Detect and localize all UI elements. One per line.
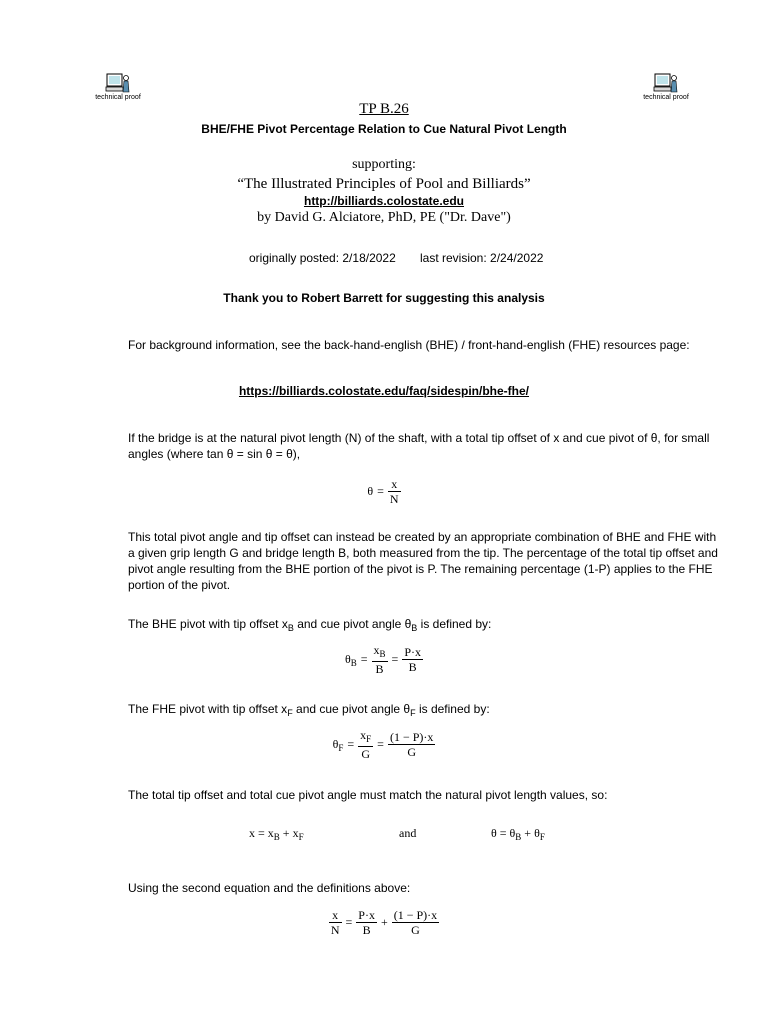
eq-symbol: x — [292, 826, 299, 840]
eq-symbol: + — [380, 915, 388, 929]
subscript: B — [273, 832, 280, 842]
and-label: and — [399, 826, 417, 840]
denominator: N — [389, 492, 399, 506]
natural-pivot-paragraph: If the bridge is at the natural pivot length (N) of the shaft, with a total tip offset of x and cue pivot of θ, for small angles (where tan θ = sin θ = θ), — [128, 431, 710, 461]
website-link[interactable]: http://billiards.colostate.edu — [303, 194, 464, 208]
text-span: and cue pivot angle θ — [293, 617, 412, 631]
match-paragraph: The total tip offset and total cue pivot angle must match the natural pivot length values, so: — [128, 788, 608, 802]
numerator: x — [329, 908, 342, 923]
text-span: The BHE pivot with tip offset x — [128, 617, 288, 631]
denominator: B — [408, 660, 417, 674]
subscript: B — [379, 649, 386, 659]
subscript: F — [287, 708, 293, 718]
eq-symbol: θ — [509, 826, 516, 840]
logo-label: technical proof — [95, 94, 141, 101]
denominator: N — [330, 923, 340, 937]
combination-paragraph: This total pivot angle and tip offset can instead be created by an appropriate combination of BHE and FHE with a given grip length G and bridge length B, both measured from the tip. The percentage of the total tip offset and pivot angle resulting from the BHE portion of the pivot is P. The remaining percentage (1-P) applies to the FHE portion of the pivot. — [128, 530, 718, 592]
subscript: B — [411, 623, 418, 633]
second-equation-paragraph: Using the second equation and the definitions above: — [128, 881, 411, 895]
fraction — [402, 645, 423, 674]
subscript: B — [515, 832, 522, 842]
background-paragraph: For background information, see the back-hand-english (BHE) / front-hand-english (FHE) resources page: — [128, 338, 690, 352]
fraction — [388, 477, 401, 506]
supporting-label: supporting: — [352, 157, 416, 172]
bhe-definition — [128, 616, 720, 636]
eq-symbol: = — [499, 826, 507, 840]
fraction — [356, 908, 377, 937]
eq-symbol: = — [347, 737, 355, 751]
text-span: is defined by: — [415, 702, 490, 716]
eq-symbol: θ — [491, 826, 497, 840]
subscript: B — [350, 657, 357, 668]
numerator — [372, 643, 388, 662]
fraction — [329, 908, 342, 937]
book-title: “The Illustrated Principles of Pool and Billiards” — [237, 176, 531, 192]
equation-theta — [0, 477, 768, 506]
logo-right — [636, 72, 696, 102]
doc-id: TP B.26 — [359, 101, 409, 117]
page-title: BHE/FHE Pivot Percentage Relation to Cue Natural Pivot Length — [201, 122, 567, 136]
eq-symbol: + — [282, 826, 290, 840]
eq-symbol: x — [360, 728, 367, 742]
eq-symbol: x — [267, 826, 274, 840]
fraction — [358, 728, 373, 761]
text-span: is defined by: — [417, 617, 492, 631]
equation-angle-sum — [491, 826, 545, 842]
revision-date: last revision: 2/24/2022 — [420, 251, 544, 265]
numerator: (1 − P)·x — [393, 908, 438, 922]
denominator: G — [407, 745, 416, 759]
text-span: The FHE pivot with tip offset x — [128, 702, 288, 716]
bhe-fhe-link[interactable]: https://billiards.colostate.edu/faq/sidespin/bhe-fhe/ — [238, 384, 530, 398]
eq-symbol: x — [373, 643, 380, 657]
logo-left — [88, 72, 148, 102]
fhe-definition — [128, 701, 720, 721]
equation-bhe — [0, 643, 768, 676]
denominator: B — [362, 923, 371, 937]
subscript: F — [366, 734, 372, 744]
fraction — [392, 908, 439, 937]
denominator: B — [375, 662, 384, 676]
subscript: F — [338, 742, 344, 753]
equation-fhe — [0, 728, 768, 761]
fraction — [388, 730, 435, 759]
author-line: by David G. Alciatore, PhD, PE ("Dr. Dave") — [257, 210, 511, 225]
eq-symbol: + — [524, 826, 532, 840]
eq-symbol: = — [258, 826, 265, 840]
eq-symbol: = — [377, 484, 384, 498]
eq-symbol: = — [360, 652, 368, 666]
equation-offset-sum — [249, 826, 304, 842]
numerator: P·x — [404, 645, 421, 659]
numerator: x — [388, 477, 401, 492]
eq-symbol: = — [391, 652, 399, 666]
eq-symbol: = — [345, 915, 353, 929]
technical-proof-icon — [105, 72, 131, 94]
subscript: B — [287, 623, 294, 633]
subscript: F — [298, 832, 304, 842]
technical-proof-icon — [653, 72, 679, 94]
text-span: and cue pivot angle θ — [292, 702, 411, 716]
subscript: F — [539, 832, 545, 842]
subscript: F — [410, 708, 416, 718]
eq-symbol: θ — [534, 826, 540, 840]
equation-combined — [0, 908, 768, 937]
numerator: P·x — [358, 908, 375, 922]
logo-label: technical proof — [643, 94, 689, 101]
eq-symbol: θ — [344, 651, 351, 666]
eq-symbol: x — [249, 826, 255, 840]
eq-symbol: θ — [367, 484, 374, 498]
numerator — [358, 728, 373, 747]
posted-date: originally posted: 2/18/2022 — [249, 251, 396, 265]
eq-symbol: = — [377, 737, 384, 751]
eq-symbol: θ — [332, 736, 339, 751]
numerator: (1 − P)·x — [389, 730, 434, 744]
acknowledgement: Thank you to Robert Barrett for suggesting this analysis — [223, 291, 545, 305]
denominator: G — [361, 747, 370, 761]
fraction — [372, 643, 388, 676]
denominator: G — [411, 923, 420, 937]
